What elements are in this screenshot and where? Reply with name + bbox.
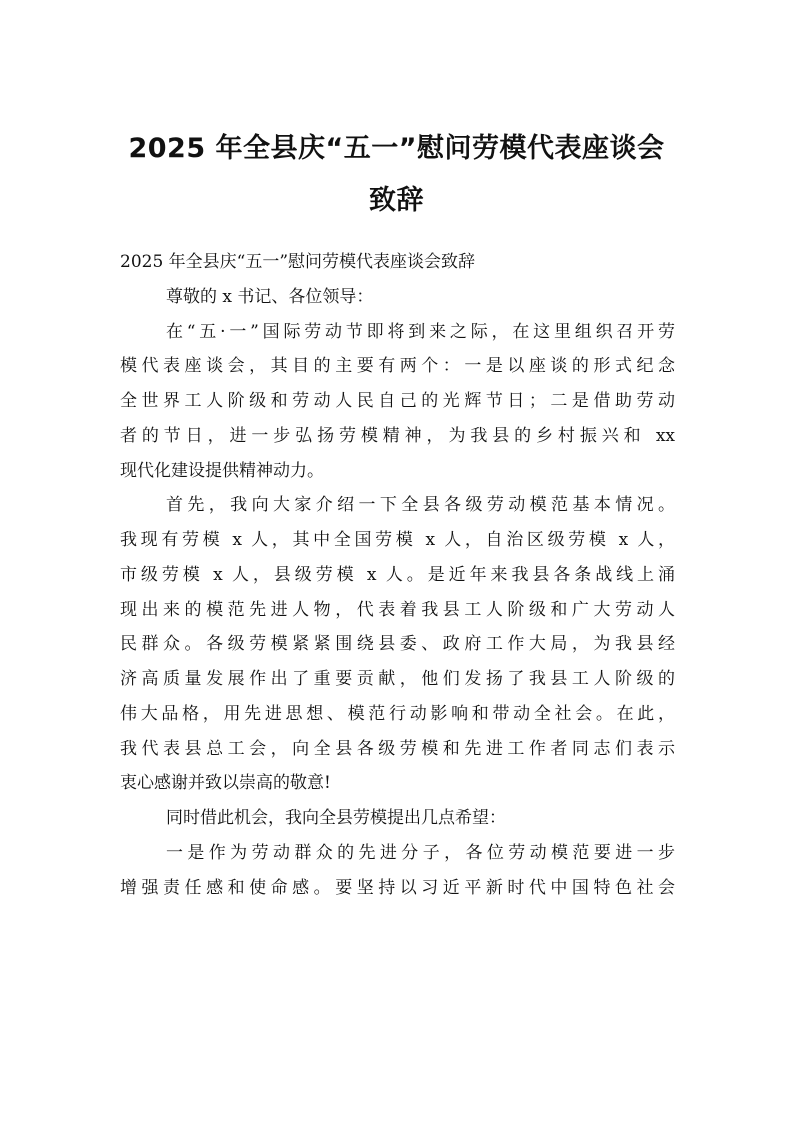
paragraph-line: 同时借此机会，我向全县劳模提出几点希望： [166,808,506,828]
paragraph-line: 民群众。各级劳模紧紧围绕县委、政府工作大局，为我县经 [120,634,675,655]
document-title-line-2: 致辞 [369,185,424,216]
paragraph-line: 伟大品格，用先进思想、模范行动影响和带动全社会。在此， [120,703,675,724]
paragraph-line: 济高质量发展作出了重要贡献，他们发扬了我县工人阶级的 [120,669,675,689]
paragraph-line: 现出来的模范先进人物，代表着我县工人阶级和广大劳动人 [120,599,675,620]
paragraph-line: 我现有劳模 x 人，其中全国劳模 x 人，自治区级劳模 x 人， [120,530,675,550]
paragraph-line: 者的节日，进一步弘扬劳模精神，为我县的乡村振兴和 xx [120,425,675,446]
subtitle-line: 2025 年全县庆“五一”慰问劳模代表座谈会致辞 [120,252,476,272]
salutation: 尊敬的 x 书记、各位领导： [166,286,374,307]
paragraph-line: 现代化建设提供精神动力。 [120,460,324,481]
paragraph-line: 在“五·一”国际劳动节即将到来之际，在这里组织召开劳 [166,321,675,342]
paragraph-line: 衷心感谢并致以崇高的敬意! [120,773,331,794]
paragraph-line: 一是作为劳动群众的先进分子，各位劳动模范要进一步 [166,842,675,863]
document-title-line-1: 2025 年全县庆“五一”慰问劳模代表座谈会 [128,133,665,164]
paragraph-line: 全世界工人阶级和劳动人民自己的光辉节日；二是借助劳动 [120,391,675,411]
paragraph-line: 我代表县总工会，向全县各级劳模和先进工作者同志们表示 [120,738,675,759]
paragraph-line: 市级劳模 x 人，县级劳模 x 人。是近年来我县各条战线上涌 [120,564,675,585]
paragraph-line: 模代表座谈会，其目的主要有两个：一是以座谈的形式纪念 [120,356,675,377]
paragraph-line: 增强责任感和使命感。要坚持以习近平新时代中国特色社会 [120,877,675,898]
paragraph-line: 首先，我向大家介绍一下全县各级劳动模范基本情况。 [166,495,675,516]
document-body [120,245,675,905]
